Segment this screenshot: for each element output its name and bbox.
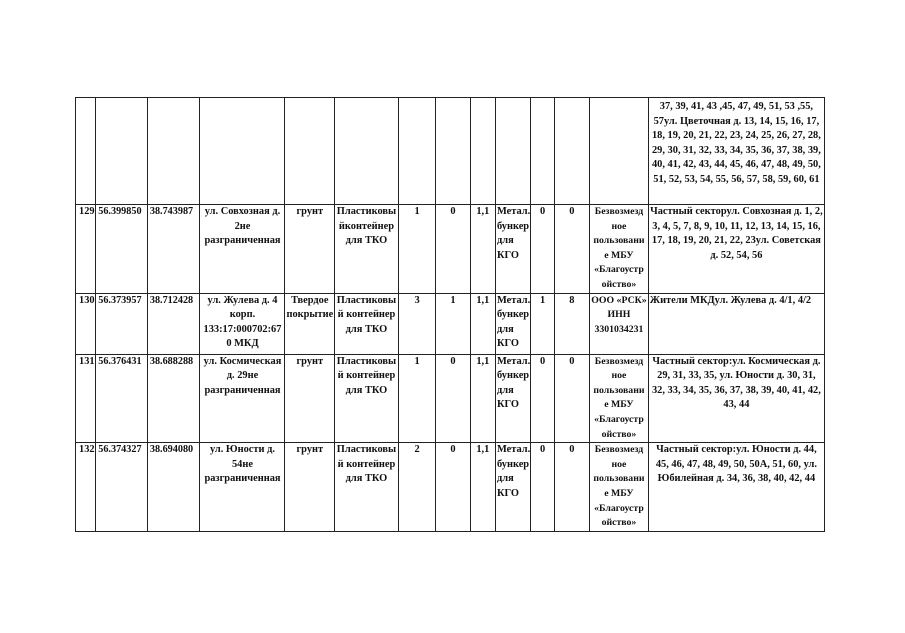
container-type-cell: Пластиковы й контейнер для ТКО (335, 293, 399, 354)
container-type-cell: Пластиковы й контейнер для ТКО (335, 354, 399, 443)
kgo-planned-cell: 0 (554, 443, 589, 532)
kgo-planned-cell: 0 (554, 205, 589, 294)
kgo-type-cell: Метал. бункер для КГО (495, 354, 530, 443)
count-cell: 3 (398, 293, 435, 354)
served-addresses-cell: Частный сектор:ул. Юности д. 44, 45, 46, 47, 48, 49, 50, 50А, 51, 60, ул. Юбилейная д. 34, 36, 38, 40, 42, 44 (648, 443, 824, 532)
count-cell: 1 (398, 354, 435, 443)
kgo-count-cell: 1 (531, 293, 554, 354)
count-cell: 1 (398, 205, 435, 294)
num-cell: 131 (76, 354, 96, 443)
surface-cell (285, 98, 335, 205)
kgo-count-cell: 0 (531, 443, 554, 532)
kgo-type-cell: Метал. бункер для КГО (495, 205, 530, 294)
table-row (76, 443, 825, 532)
lat-cell: 56.374327 (96, 443, 148, 532)
owner-cell: Безвозмезд ное пользовани е МБУ «Благоустр ойство» (590, 354, 649, 443)
owner-cell: Безвозмезд ное пользовани е МБУ «Благоустр ойство» (590, 205, 649, 294)
container-type-cell: Пластиковы йконтейнер для ТКО (335, 205, 399, 294)
surface-cell: Твердое покрытие (285, 293, 335, 354)
count-cell: 2 (398, 443, 435, 532)
lat-cell: 56.399850 (96, 205, 148, 294)
volume-cell: 1,1 (470, 354, 495, 443)
lon-cell: 38.712428 (147, 293, 200, 354)
owner-cell (590, 98, 649, 205)
surface-cell: грунт (285, 354, 335, 443)
lat-cell: 56.376431 (96, 354, 148, 443)
kgo-count-cell (531, 98, 554, 205)
count-cell (398, 98, 435, 205)
owner-cell: ООО «РСК» ИНН 3301034231 (590, 293, 649, 354)
num-cell (76, 98, 96, 205)
served-addresses-cell: Жители МКДул. Жулева д. 4/1, 4/2 (648, 293, 824, 354)
lon-cell: 38.688288 (147, 354, 200, 443)
planned-cell: 1 (436, 293, 470, 354)
address-cell: ул. Жулева д. 4 корп. 133:17:000702:67 0 МКД (200, 293, 285, 354)
surface-cell: грунт (285, 443, 335, 532)
kgo-count-cell: 0 (531, 354, 554, 443)
planned-cell: 0 (436, 205, 470, 294)
lat-cell: 56.373957 (96, 293, 148, 354)
kgo-planned-cell (554, 98, 589, 205)
num-cell: 129 (76, 205, 96, 294)
kgo-type-cell: Метал. бункер для КГО (495, 293, 530, 354)
planned-cell (436, 98, 470, 205)
owner-cell: Безвозмезд ное пользовани е МБУ «Благоустр ойство» (590, 443, 649, 532)
kgo-type-cell (495, 98, 530, 205)
address-cell: ул. Юности д. 54не разграниченная (200, 443, 285, 532)
lon-cell: 38.694080 (147, 443, 200, 532)
num-cell: 130 (76, 293, 96, 354)
kgo-planned-cell: 0 (554, 354, 589, 443)
served-addresses-cell: Частный сектор:ул. Космическая д. 29, 31, 33, 35, ул. Юности д. 30, 31, 32, 33, 34, 35, 36, 37, 38, 39, 40, 41, 42, 43, 44 (648, 354, 824, 443)
kgo-count-cell: 0 (531, 205, 554, 294)
volume-cell: 1,1 (470, 443, 495, 532)
volume-cell: 1,1 (470, 205, 495, 294)
num-cell: 132 (76, 443, 96, 532)
table-row (76, 293, 825, 354)
volume-cell (470, 98, 495, 205)
lon-cell (147, 98, 200, 205)
lon-cell: 38.743987 (147, 205, 200, 294)
address-cell: ул. Космическая д. 29не разграниченная (200, 354, 285, 443)
planned-cell: 0 (436, 443, 470, 532)
kgo-planned-cell: 8 (554, 293, 589, 354)
container-type-cell (335, 98, 399, 205)
address-cell: ул. Совхозная д. 2не разграниченная (200, 205, 285, 294)
lat-cell (96, 98, 148, 205)
kgo-type-cell: Метал. бункер для КГО (495, 443, 530, 532)
address-cell (200, 98, 285, 205)
volume-cell: 1,1 (470, 293, 495, 354)
served-addresses-cell: 37, 39, 41, 43 ,45, 47, 49, 51, 53 ,55, 57ул. Цветочная д. 13, 14, 15, 16, 17, 18, 19, 20, 21, 22, 23, 24, 25, 26, 27, 28, 29, 30, 31, 32, 33, 34, 35, 36, 37, 38, 39, 40, 41, 42, 43, 44, 45, 46, 47, 48, 49, 50, 51, 52, 53, 54, 55, 56, 57, 58, 59, 60, 61 (648, 98, 824, 205)
container-type-cell: Пластиковы й контейнер для ТКО (335, 443, 399, 532)
planned-cell: 0 (436, 354, 470, 443)
table-row-continuation (76, 98, 825, 205)
served-addresses-cell: Частный секторул. Совхозная д. 1, 2, 3, 4, 5, 7, 8, 9, 10, 11, 12, 13, 14, 15, 16, 17, 18, 19, 20, 21, 22, 23ул. Советская д. 52, 54, 56 (648, 205, 824, 294)
table-row (76, 205, 825, 294)
container-sites-table (75, 97, 825, 532)
table-row (76, 354, 825, 443)
surface-cell: грунт (285, 205, 335, 294)
